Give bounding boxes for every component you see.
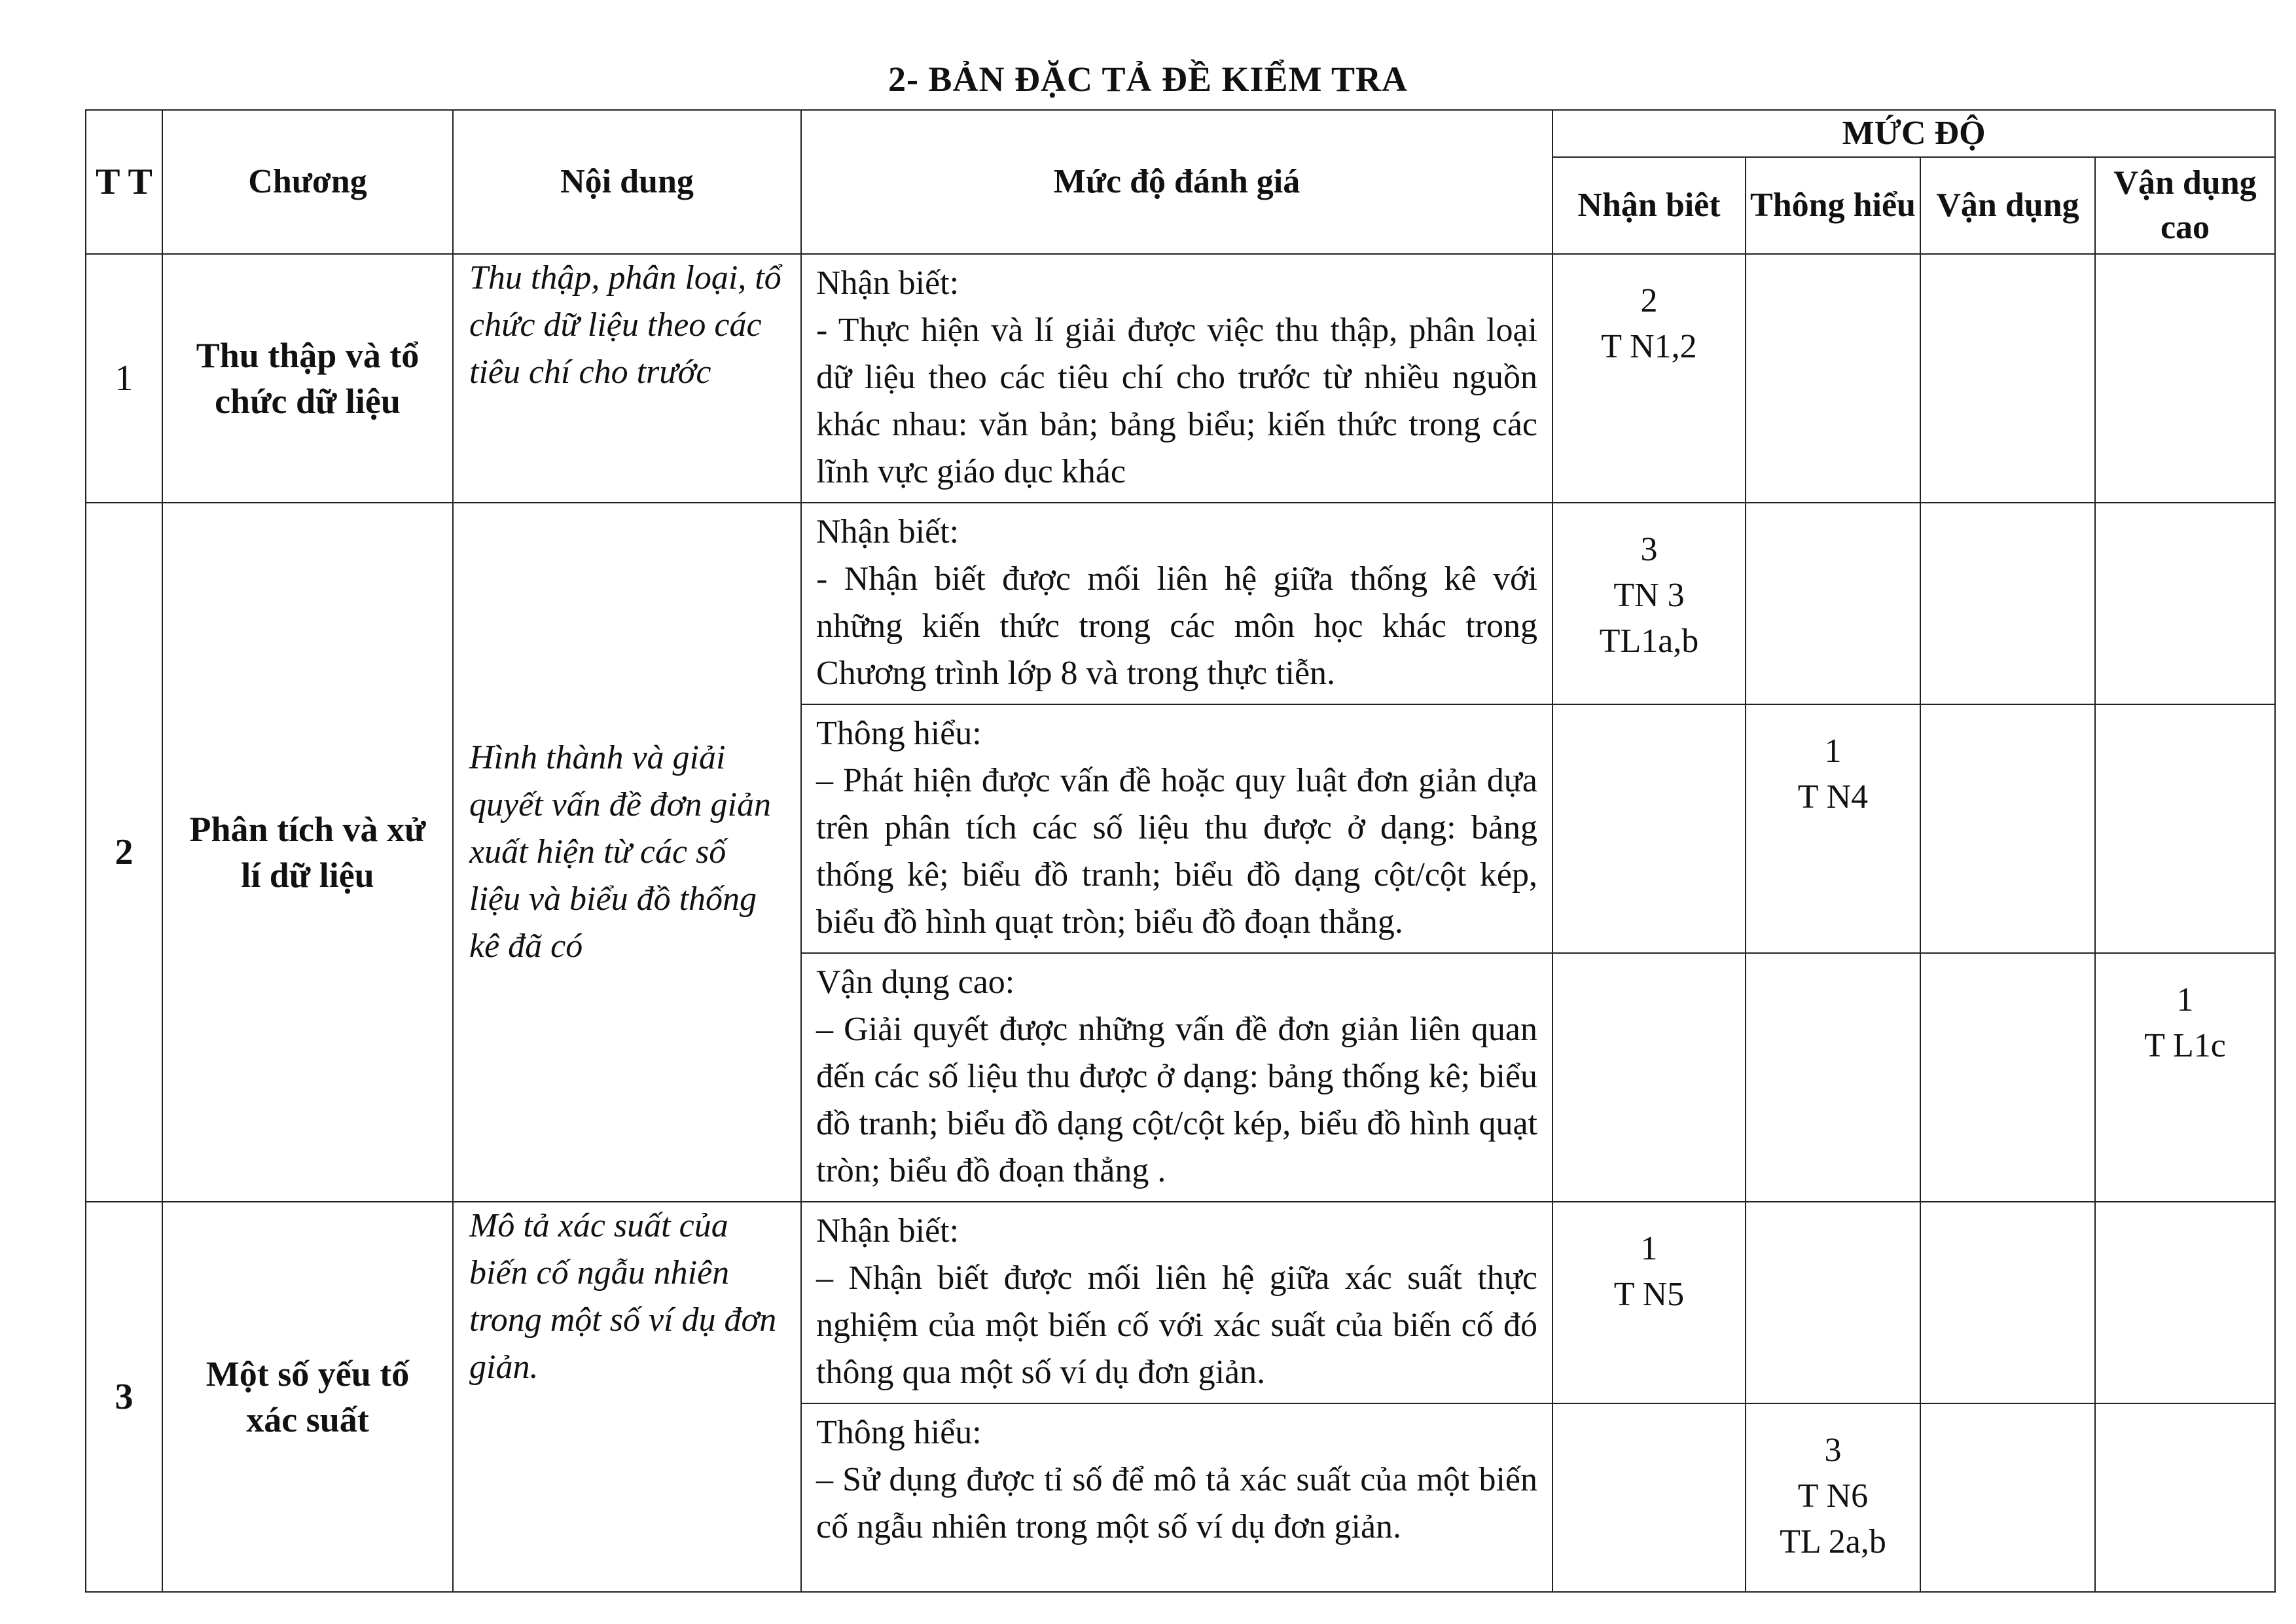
level-label: Thông hiểu: (816, 715, 982, 752)
header-muc-do-danh-gia: Mức độ đánh giá (801, 110, 1552, 254)
chapter-cell: Phân tích và xử lí dữ liệu (162, 503, 453, 1202)
count-thong-hieu (1746, 953, 1920, 1202)
spec-table (85, 109, 2276, 1593)
header-van-dung: Vận dụng (1920, 157, 2095, 254)
count-van-dung (1920, 1202, 2095, 1403)
count-value: 1 (1640, 1230, 1658, 1267)
count-nhan-biet (1552, 503, 1746, 704)
count-nhan-biet (1552, 1202, 1746, 1403)
chapter-cell: Một số yếu tố xác suất (162, 1202, 453, 1592)
assessment-text: - Nhận biết được mối liên hệ giữa thống kê với những kiến thức trong các môn học khác trong Chương trình lớp 8 và trong thực tiễn. (816, 560, 1537, 692)
count-van-dung (1920, 503, 2095, 704)
count-thong-hieu (1746, 1202, 1920, 1403)
content-cell: Mô tả xác suất của biến cố ngẫu nhiên trong một số ví dụ đơn giản. (453, 1202, 801, 1592)
assessment-cell (801, 1202, 1552, 1403)
assessment-cell (801, 254, 1552, 503)
assessment-text: – Nhận biết được mối liên hệ giữa xác suất thực nghiệm của một biến cố với xác suất của biến cố đó thông qua một số ví dụ đơn giản. (816, 1259, 1537, 1391)
content-cell: Hình thành và giải quyết vấn đề đơn giản xuất hiện từ các số liệu và biểu đồ thống kê đã có (453, 503, 801, 1202)
question-ref: TL1a,b (1599, 623, 1699, 660)
question-ref: TN 3 (1613, 577, 1685, 614)
count-nhan-biet (1552, 254, 1746, 503)
assessment-cell (801, 953, 1552, 1202)
question-ref: T N4 (1797, 778, 1869, 816)
count-value: 1 (1824, 732, 1842, 770)
question-ref: T N6 (1797, 1477, 1869, 1515)
count-van-dung (1920, 1403, 2095, 1592)
count-van-dung (1920, 704, 2095, 953)
assessment-text: – Phát hiện được vấn đề hoặc quy luật đơn giản dựa trên phân tích các số liệu thu được ở dạng: bảng thống kê; biểu đồ tranh; biểu đồ dạng cột/cột kép, biểu đồ hình quạt tròn; biểu đồ đoạn thẳng. (816, 762, 1537, 941)
level-label: Nhận biết: (816, 1212, 960, 1250)
count-van-dung-cao (2095, 953, 2275, 1202)
count-value: 3 (1640, 531, 1658, 568)
count-thong-hieu (1746, 503, 1920, 704)
count-value: 2 (1640, 282, 1658, 319)
table-row (86, 1202, 2275, 1403)
row-number: 3 (86, 1202, 162, 1592)
chapter-cell: Thu thập và tổ chức dữ liệu (162, 254, 453, 503)
header-muc-do: MỨC ĐỘ (1552, 110, 2275, 157)
count-van-dung (1920, 953, 2095, 1202)
question-ref: T N5 (1613, 1276, 1685, 1313)
content-cell: Thu thập, phân loại, tổ chức dữ liệu theo các tiêu chí cho trước (453, 254, 801, 503)
count-thong-hieu (1746, 254, 1920, 503)
count-nhan-biet (1552, 1403, 1746, 1592)
header-thong-hieu: Thông hiểu (1746, 157, 1920, 254)
header-noi-dung: Nội dung (453, 110, 801, 254)
table-row (86, 503, 2275, 704)
count-van-dung-cao (2095, 1202, 2275, 1403)
assessment-text: – Sử dụng được tỉ số để mô tả xác suất của một biến cố ngẫu nhiên trong một số ví dụ đơn giản. (816, 1461, 1537, 1545)
count-van-dung (1920, 254, 2095, 503)
count-thong-hieu (1746, 1403, 1920, 1592)
count-nhan-biet (1552, 704, 1746, 953)
row-number: 1 (86, 254, 162, 503)
level-label: Nhận biết: (816, 513, 960, 550)
header-tt: T T (86, 110, 162, 254)
assessment-cell (801, 704, 1552, 953)
count-thong-hieu (1746, 704, 1920, 953)
header-van-dung-cao: Vận dụng cao (2095, 157, 2275, 254)
question-ref: TL 2a,b (1780, 1523, 1886, 1561)
count-nhan-biet (1552, 953, 1746, 1202)
assessment-cell (801, 503, 1552, 704)
count-van-dung-cao (2095, 254, 2275, 503)
table-row (86, 254, 2275, 503)
header-nhan-biet: Nhận biêt (1552, 157, 1746, 254)
assessment-cell (801, 1403, 1552, 1592)
question-ref: T L1c (2144, 1027, 2226, 1064)
page-title: 2- BẢN ĐẶC TẢ ĐỀ KIỂM TRA (888, 60, 1408, 99)
question-ref: T N1,2 (1601, 328, 1697, 365)
assessment-text: - Thực hiện và lí giải được việc thu thập, phân loại dữ liệu theo các tiêu chí cho trước từ nhiều nguồn khác nhau: văn bản; bảng biểu; kiến thức trong các lĩnh vực giáo dục khác (816, 312, 1537, 490)
count-value: 1 (2176, 981, 2194, 1019)
header-chuong: Chương (162, 110, 453, 254)
assessment-text: – Giải quyết được những vấn đề đơn giản liên quan đến các số liệu thu được ở dạng: bảng thống kê; biểu đồ tranh; biểu đồ dạng cột/cột kép, biểu đồ hình quạt tròn; biểu đồ đoạn thẳng . (816, 1011, 1537, 1189)
level-label: Nhận biết: (816, 264, 960, 302)
header-row-1 (86, 110, 2275, 157)
row-number: 2 (86, 503, 162, 1202)
count-value: 3 (1824, 1432, 1842, 1469)
level-label: Vận dụng cao: (816, 964, 1015, 1001)
count-van-dung-cao (2095, 1403, 2275, 1592)
count-van-dung-cao (2095, 704, 2275, 953)
level-label: Thông hiểu: (816, 1414, 982, 1451)
count-van-dung-cao (2095, 503, 2275, 704)
